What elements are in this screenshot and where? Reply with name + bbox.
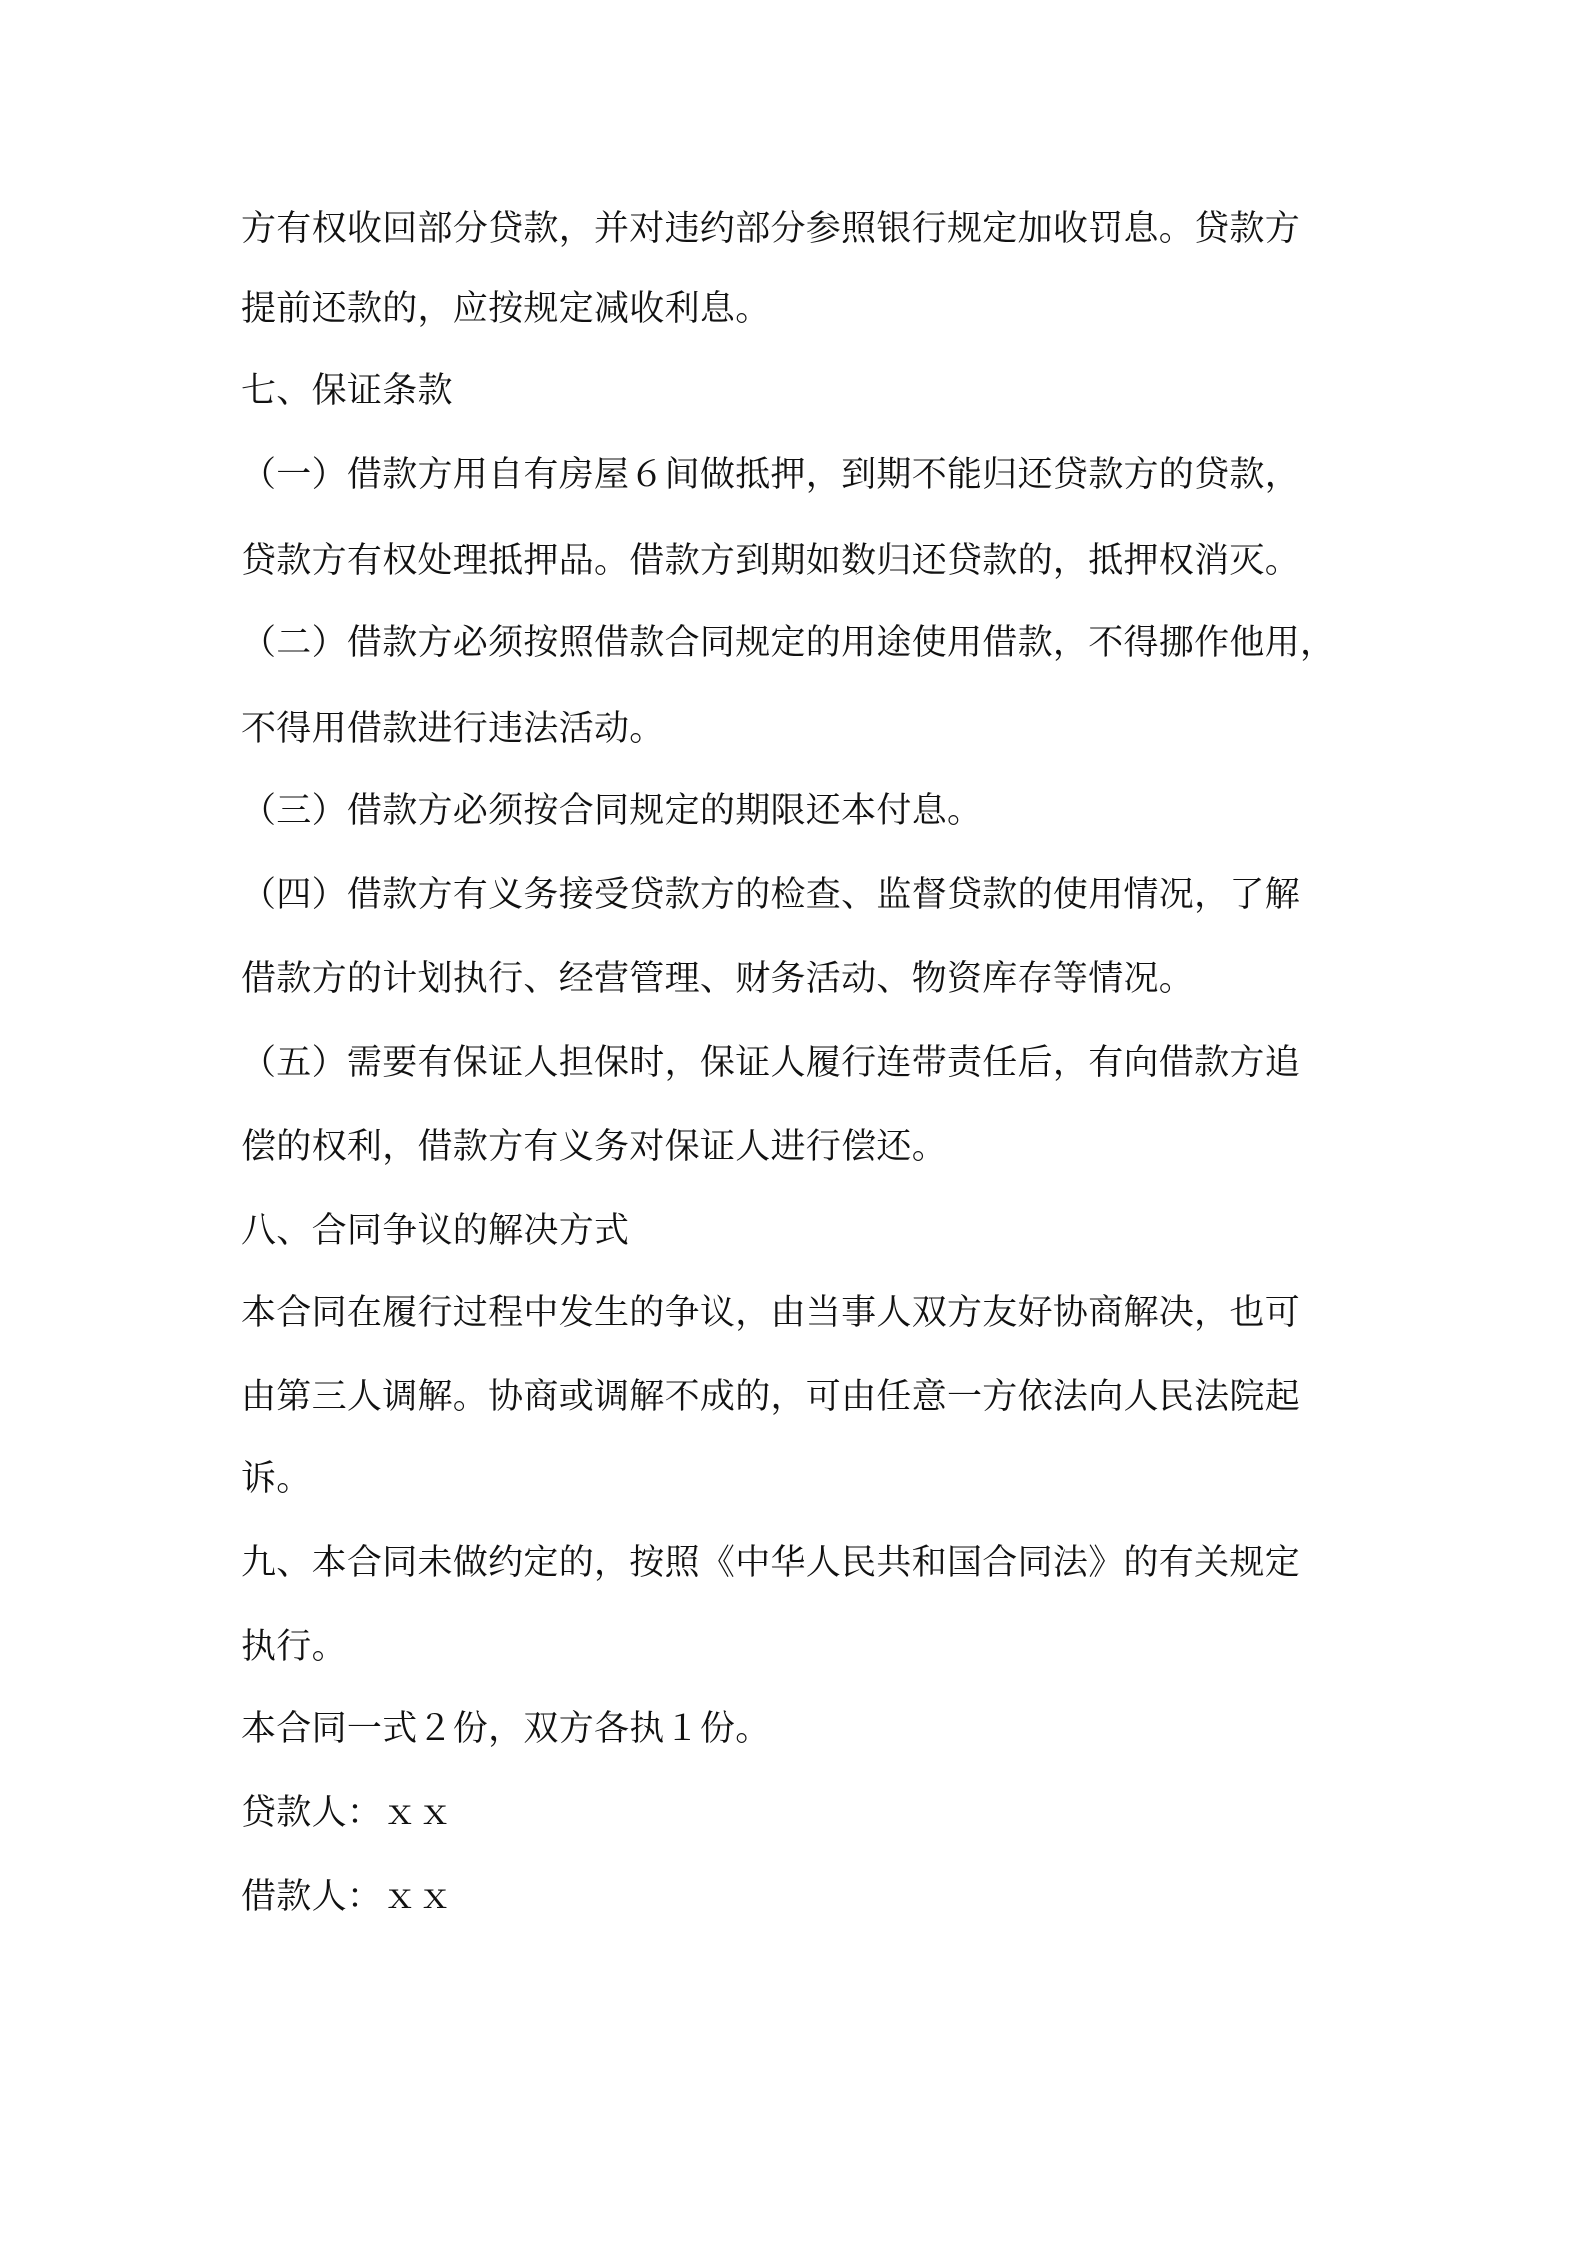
text-line: （四）借款方有义务接受贷款方的检查、监督贷款的使用情况，了解 <box>241 875 1301 915</box>
text-line: （二）借款方必须按照借款合同规定的用途使用借款，不得挪作他用， <box>241 623 1336 663</box>
text-line: 借款方的计划执行、经营管理、财务活动、物资库存等情况。 <box>241 959 1195 999</box>
borrower-signature-line: 借款人：ｘｘ <box>241 1877 453 1917</box>
text-line: 偿的权利，借款方有义务对保证人进行偿还。 <box>241 1127 948 1167</box>
section-heading-seven: 七、保证条款 <box>241 371 453 411</box>
text-line: 本合同一式２份，双方各执１份。 <box>241 1709 771 1749</box>
section-heading-eight: 八、合同争议的解决方式 <box>241 1211 630 1251</box>
text-line: 提前还款的，应按规定减收利息。 <box>241 289 771 329</box>
text-line: （五）需要有保证人担保时，保证人履行连带责任后，有向借款方追 <box>241 1043 1301 1083</box>
lender-signature-line: 贷款人：ｘｘ <box>241 1793 453 1833</box>
text-line: 由第三人调解。协商或调解不成的，可由任意一方依法向人民法院起 <box>241 1377 1301 1417</box>
text-line: 贷款方有权处理抵押品。借款方到期如数归还贷款的，抵押权消灭。 <box>241 541 1301 581</box>
text-line: 方有权收回部分贷款，并对违约部分参照银行规定加收罚息。贷款方 <box>241 209 1301 249</box>
text-line: 本合同在履行过程中发生的争议，由当事人双方友好协商解决，也可 <box>241 1293 1301 1333</box>
section-heading-nine: 九、本合同未做约定的，按照《中华人民共和国合同法》的有关规定 <box>241 1543 1301 1583</box>
text-line: 执行。 <box>241 1627 347 1667</box>
text-line: （一）借款方用自有房屋６间做抵押，到期不能归还贷款方的贷款， <box>241 455 1301 495</box>
text-line: 不得用借款进行违法活动。 <box>241 709 665 749</box>
text-line: （三）借款方必须按合同规定的期限还本付息。 <box>241 791 983 831</box>
text-line: 诉。 <box>241 1459 312 1499</box>
